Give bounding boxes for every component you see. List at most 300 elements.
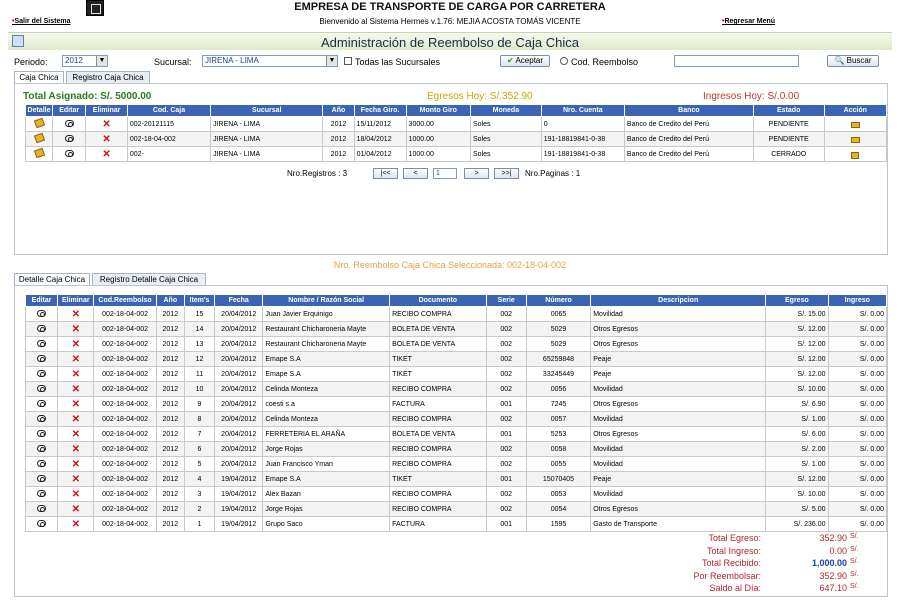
edit-icon[interactable] (65, 150, 74, 157)
delete-icon[interactable]: ✕ (71, 398, 80, 410)
edit-cell[interactable] (26, 337, 58, 352)
back-menu-label: Regresar Menú (724, 18, 776, 25)
detail-row[interactable] (26, 502, 887, 517)
caja-cell-sucursal: JIRENA - LIMA (211, 132, 323, 147)
logout-label: Salir del Sistema (14, 18, 71, 25)
edit-cell[interactable] (26, 472, 58, 487)
caja-cell-cod: 002-20121115 (127, 117, 210, 132)
filter-bar (14, 55, 894, 69)
detail-cell-item: 5 (184, 457, 214, 472)
detail-cell-cod: 002-18-04-002 (94, 322, 156, 337)
caja-cell-estado: CERRADO (753, 147, 824, 162)
delete-cell[interactable] (58, 367, 94, 382)
total-row (660, 583, 900, 595)
detail-cell-desc: Peaje (591, 352, 766, 367)
detail-col-header: Fecha (215, 295, 263, 307)
detail-cell-doc: BOLETA DE VENTA (390, 337, 487, 352)
edit-icon[interactable] (37, 340, 46, 347)
edit-cell[interactable] (26, 307, 58, 322)
detail-cell-ingreso: S/. 0.00 (828, 307, 886, 322)
egresos-hoy: Egresos Hoy: S/.352.90 (427, 91, 533, 102)
page-input[interactable] (433, 168, 457, 179)
detail-cell-item: 13 (184, 337, 214, 352)
detail-cell-doc: TIKET (390, 472, 487, 487)
edit-icon[interactable] (37, 445, 46, 452)
detail-cell-fecha: 20/04/2012 (215, 367, 263, 382)
prev-page-button[interactable]: < (403, 168, 428, 179)
delete-cell[interactable] (58, 427, 94, 442)
caja-cell-fecha: 18/04/2012 (354, 132, 406, 147)
detail-cell-egreso: S/. 15.00 (766, 307, 828, 322)
detail-icon[interactable] (33, 118, 44, 129)
total-unit: S/. (850, 533, 859, 540)
delete-cell[interactable] (58, 382, 94, 397)
selected-reembolso: Nro. Reembolso Caja Chica Seleccionada: 002-18-04-002 (333, 260, 567, 270)
detail-cell-ingreso: S/. 0.00 (828, 382, 886, 397)
delete-cell[interactable] (58, 397, 94, 412)
detail-cell-nombre: FERRETERIA EL ARAÑA (263, 427, 390, 442)
caja-cell-monto: 1000.00 (406, 147, 470, 162)
detail-cell[interactable] (26, 117, 53, 132)
detail-row[interactable] (26, 457, 887, 472)
detail-cell-fecha: 20/04/2012 (215, 307, 263, 322)
search-icon: 🔍 (834, 56, 845, 65)
detail-cell-egreso: S/. 10.00 (766, 487, 828, 502)
edit-cell[interactable] (26, 427, 58, 442)
delete-cell[interactable] (86, 147, 128, 162)
detail-cell-item: 14 (184, 322, 214, 337)
detail-cell-doc: RECIBO COMPRA (390, 382, 487, 397)
detail-cell-desc: Peaje (591, 367, 766, 382)
todas-sucursales-checkbox[interactable] (344, 57, 352, 65)
detail-tabs (14, 273, 314, 285)
detail-col-header: Eliminar (58, 295, 94, 307)
edit-icon[interactable] (65, 135, 74, 142)
edit-cell[interactable] (26, 502, 58, 517)
edit-icon[interactable] (65, 120, 74, 127)
delete-icon[interactable]: ✕ (71, 338, 80, 350)
detail-cell-cod: 002-18-04-002 (94, 352, 156, 367)
total-row (660, 558, 900, 570)
detail-cell-egreso: S/. 6.90 (766, 397, 828, 412)
detail-cell-ingreso: S/. 0.00 (828, 457, 886, 472)
delete-icon[interactable]: ✕ (102, 133, 111, 145)
detail-cell-anio: 2012 (156, 352, 184, 367)
detail-cell-serie: 002 (486, 337, 526, 352)
detail-cell-item: 12 (184, 352, 214, 367)
delete-cell[interactable] (58, 517, 94, 532)
delete-icon[interactable]: ✕ (71, 368, 80, 380)
nro-registros: Nro.Registros : 3 (287, 169, 348, 178)
detail-cell-doc: TIKET (390, 352, 487, 367)
detail-cell-cod: 002-18-04-002 (94, 502, 156, 517)
detail-cell-anio: 2012 (156, 412, 184, 427)
detail-cell-numero: 0054 (526, 502, 590, 517)
buscar-button[interactable] (827, 55, 879, 67)
logout-link[interactable] (12, 18, 70, 25)
detail-cell-desc: Otros Egresos (591, 397, 766, 412)
delete-icon[interactable]: ✕ (71, 518, 80, 530)
detail-cell-serie: 002 (486, 367, 526, 382)
detail-cell-numero: 0055 (526, 457, 590, 472)
edit-icon[interactable] (37, 430, 46, 437)
detail-cell-ingreso: S/. 0.00 (828, 397, 886, 412)
welcome-text: Bienvenido al Sistema Hermes v.1.76: MEJIA ACOSTA TOMÁS VICENTE (319, 17, 581, 26)
detail-cell-nombre: Jorge Rojas (263, 502, 390, 517)
detail-col-header: Nombre / Razón Social (263, 295, 390, 307)
detail-cell-serie: 002 (486, 487, 526, 502)
lock-open-icon[interactable] (851, 122, 860, 128)
edit-icon[interactable] (37, 370, 46, 377)
periodo-select[interactable] (62, 55, 108, 67)
edit-cell[interactable] (26, 367, 58, 382)
detail-cell-numero: 7245 (526, 397, 590, 412)
detail-row[interactable] (26, 487, 887, 502)
detail-cell-nombre: Restaurant Chicharoneria Mayte (263, 322, 390, 337)
detail-cell-cod: 002-18-04-002 (94, 487, 156, 502)
delete-cell[interactable] (86, 117, 128, 132)
detail-cell-cod: 002-18-04-002 (94, 412, 156, 427)
action-cell[interactable] (824, 117, 886, 132)
tab-registro-caja-chica[interactable]: Registro Caja Chica (66, 71, 150, 83)
check-icon: ✔ (506, 56, 514, 65)
detail-cell-doc: RECIBO COMPRA (390, 457, 487, 472)
detail-cell-ingreso: S/. 0.00 (828, 352, 886, 367)
delete-icon[interactable]: ✕ (71, 353, 80, 365)
detail-cell-cod: 002-18-04-002 (94, 382, 156, 397)
edit-cell[interactable] (53, 132, 86, 147)
total-label: Total Recibido: (701, 558, 761, 568)
edit-cell[interactable] (26, 487, 58, 502)
detail-cell-ingreso: S/. 0.00 (828, 412, 886, 427)
detail-cell-desc: Otros Egresos (591, 322, 766, 337)
detail-cell-doc: FACTURA (390, 397, 487, 412)
edit-cell[interactable] (26, 442, 58, 457)
first-page-button[interactable]: |<< (373, 168, 398, 179)
tab-registro-detalle[interactable]: Registro Detalle Caja Chica (92, 273, 206, 285)
caja-col-header: Monto Giro (406, 105, 470, 117)
edit-icon[interactable] (37, 385, 46, 392)
detail-cell-anio: 2012 (156, 367, 184, 382)
detail-cell-cod: 002-18-04-002 (94, 307, 156, 322)
detail-cell-desc: Otros Egresos (591, 427, 766, 442)
edit-icon[interactable] (37, 355, 46, 362)
caja-cell-moneda: Soles (471, 147, 542, 162)
lock-open-icon[interactable] (851, 137, 860, 143)
caja-col-header: Editar (53, 105, 86, 117)
buscar-label: Buscar (846, 56, 872, 65)
cod-reembolso-radio[interactable] (560, 57, 568, 65)
caja-cell-sucursal: JIRENA - LIMA (211, 147, 323, 162)
delete-cell[interactable] (86, 132, 128, 147)
edit-icon[interactable] (37, 475, 46, 482)
edit-icon[interactable] (37, 505, 46, 512)
cod-reembolso-label: Cod. Reembolso (571, 57, 639, 67)
detail-cell-item: 3 (184, 487, 214, 502)
detail-cell-desc: Movilidad (591, 442, 766, 457)
detail-icon[interactable] (33, 133, 44, 144)
detail-cell-egreso: S/. 2.00 (766, 442, 828, 457)
detail-cell-serie: 001 (486, 397, 526, 412)
detail-cell-anio: 2012 (156, 472, 184, 487)
detail-cell-anio: 2012 (156, 322, 184, 337)
edit-cell[interactable] (26, 457, 58, 472)
detail-cell-ingreso: S/. 0.00 (828, 427, 886, 442)
back-menu-link[interactable] (722, 18, 775, 25)
delete-icon[interactable]: ✕ (71, 458, 80, 470)
delete-icon[interactable]: ✕ (102, 118, 111, 130)
detail-cell-ingreso: S/. 0.00 (828, 337, 886, 352)
edit-cell[interactable] (26, 412, 58, 427)
detail-cell-item: 1 (184, 517, 214, 532)
detail-col-header: Ingreso (828, 295, 886, 307)
delete-cell[interactable] (58, 352, 94, 367)
edit-cell[interactable] (26, 517, 58, 532)
detail-cell-anio: 2012 (156, 397, 184, 412)
detail-cell-doc: RECIBO COMPRA (390, 502, 487, 517)
detail-row[interactable] (26, 427, 887, 442)
total-value: 0.00 (829, 545, 847, 556)
detail-cell-serie: 002 (486, 502, 526, 517)
caja-col-header: Estado (753, 105, 824, 117)
sucursal-label: Sucursal: (154, 57, 192, 67)
detail-cell-desc: Otros Egresos (591, 337, 766, 352)
edit-cell[interactable] (53, 117, 86, 132)
detail-row[interactable] (26, 307, 887, 322)
total-label: Total Egreso: (708, 533, 761, 543)
delete-icon[interactable]: ✕ (71, 503, 80, 515)
tab-detalle-caja-chica[interactable]: Detalle Caja Chica (14, 273, 90, 285)
detail-row[interactable] (26, 517, 887, 532)
detail-col-header: Cod.Reembolso (94, 295, 156, 307)
edit-cell[interactable] (26, 352, 58, 367)
detail-cell-anio: 2012 (156, 442, 184, 457)
detail-cell-egreso: S/. 12.00 (766, 367, 828, 382)
detail-row[interactable] (26, 367, 887, 382)
cod-reembolso-input[interactable] (674, 55, 799, 67)
edit-cell[interactable] (26, 322, 58, 337)
detail-cell-ingreso: S/. 0.00 (828, 502, 886, 517)
detail-cell-cod: 002-18-04-002 (94, 472, 156, 487)
caja-table-header (26, 105, 887, 117)
detail-cell[interactable] (26, 147, 53, 162)
detail-cell-numero: 33245449 (526, 367, 590, 382)
detail-cell-item: 6 (184, 442, 214, 457)
detail-cell-fecha: 19/04/2012 (215, 517, 263, 532)
caja-cell-cod: 002-18-04-002 (127, 132, 210, 147)
detail-cell-doc: TIKET (390, 367, 487, 382)
caja-cell-anio: 2012 (323, 147, 354, 162)
detail-cell-item: 8 (184, 412, 214, 427)
detail-row[interactable] (26, 337, 887, 352)
detail-cell[interactable] (26, 132, 53, 147)
detail-cell-doc: RECIBO COMPRA (390, 412, 487, 427)
edit-icon[interactable] (37, 520, 46, 527)
detail-cell-numero: 5253 (526, 427, 590, 442)
caja-col-header: Acción (824, 105, 886, 117)
detail-cell-cod: 002-18-04-002 (94, 367, 156, 382)
detail-cell-numero: 0057 (526, 412, 590, 427)
detail-cell-doc: BOLETA DE VENTA (390, 322, 487, 337)
caja-cell-banco: Banco de Credito del Perú (624, 117, 753, 132)
detail-cell-numero: 5029 (526, 337, 590, 352)
bullet-icon: • (12, 18, 15, 25)
detail-cell-numero: 0058 (526, 442, 590, 457)
caja-row[interactable] (26, 147, 887, 162)
detail-col-header: Año (156, 295, 184, 307)
edit-icon[interactable] (37, 310, 46, 317)
detail-col-header: Egreso (766, 295, 828, 307)
last-page-button[interactable]: >>| (494, 168, 519, 179)
delete-cell[interactable] (58, 412, 94, 427)
aceptar-button[interactable] (500, 55, 550, 67)
delete-cell[interactable] (58, 472, 94, 487)
detail-cell-egreso: S/. 1.00 (766, 412, 828, 427)
caja-cell-sucursal: JIRENA - LIMA (211, 117, 323, 132)
lock-icon[interactable] (851, 152, 859, 159)
detail-cell-egreso: S/. 1.00 (766, 457, 828, 472)
edit-cell[interactable] (53, 147, 86, 162)
detail-cell-ingreso: S/. 0.00 (828, 472, 886, 487)
detail-cell-item: 7 (184, 427, 214, 442)
sucursal-select[interactable] (202, 55, 338, 67)
delete-icon[interactable]: ✕ (71, 383, 80, 395)
detail-cell-egreso: S/. 5.00 (766, 502, 828, 517)
detail-cell-serie: 002 (486, 442, 526, 457)
delete-icon[interactable]: ✕ (71, 413, 80, 425)
ingresos-hoy: Ingresos Hoy: S/.0.00 (703, 91, 800, 102)
detail-cell-cod: 002-18-04-002 (94, 457, 156, 472)
delete-icon[interactable]: ✕ (71, 488, 80, 500)
detail-cell-serie: 002 (486, 382, 526, 397)
detail-cell-desc: Movilidad (591, 487, 766, 502)
detail-cell-anio: 2012 (156, 457, 184, 472)
delete-cell[interactable] (58, 322, 94, 337)
detail-row[interactable] (26, 397, 887, 412)
caja-col-header: Año (323, 105, 354, 117)
detail-cell-desc: Otros Egresos (591, 502, 766, 517)
caja-cell-cuenta: 191-18819841-0-38 (541, 132, 624, 147)
detail-cell-fecha: 19/04/2012 (215, 472, 263, 487)
detail-cell-anio: 2012 (156, 427, 184, 442)
delete-cell[interactable] (58, 337, 94, 352)
detail-cell-fecha: 19/04/2012 (215, 487, 263, 502)
edit-cell[interactable] (26, 397, 58, 412)
detail-cell-desc: Gasto de Transporte (591, 517, 766, 532)
detail-cell-doc: RECIBO COMPRA (390, 487, 487, 502)
detail-cell-nombre: Juan Javier Erquinigo (263, 307, 390, 322)
periodo-label: Periodo: (14, 57, 48, 67)
detail-cell-egreso: S/. 12.00 (766, 322, 828, 337)
delete-cell[interactable] (58, 457, 94, 472)
detail-cell-nombre: Alex Bazan (263, 487, 390, 502)
delete-icon[interactable]: ✕ (71, 428, 80, 440)
caja-cell-banco: Banco de Credito del Perú (624, 132, 753, 147)
detail-cell-fecha: 20/04/2012 (215, 427, 263, 442)
detail-cell-fecha: 20/04/2012 (215, 397, 263, 412)
delete-cell[interactable] (58, 307, 94, 322)
action-cell[interactable] (824, 132, 886, 147)
chevron-down-icon: ▼ (326, 56, 337, 66)
caja-col-header: Sucursal (211, 105, 323, 117)
detail-cell-nombre: Emape S.A (263, 472, 390, 487)
detail-cell-ingreso: S/. 0.00 (828, 442, 886, 457)
total-value: 352.90 (819, 570, 847, 581)
detail-cell-ingreso: S/. 0.00 (828, 322, 886, 337)
detail-row[interactable] (26, 412, 887, 427)
detail-cell-serie: 002 (486, 352, 526, 367)
detail-cell-desc: Movilidad (591, 382, 766, 397)
detail-cell-numero: 65259848 (526, 352, 590, 367)
edit-icon[interactable] (37, 400, 46, 407)
sucursal-value: JIRENA - LIMA (205, 56, 259, 65)
total-unit: S/. (850, 558, 859, 565)
delete-icon[interactable]: ✕ (102, 148, 111, 160)
edit-cell[interactable] (26, 382, 58, 397)
total-row (660, 571, 900, 583)
tab-caja-chica[interactable]: Caja Chica (14, 71, 64, 83)
caja-col-header: Fecha Giro. (354, 105, 406, 117)
detail-icon[interactable] (33, 148, 44, 159)
detail-cell-item: 15 (184, 307, 214, 322)
action-cell[interactable] (824, 147, 886, 162)
caja-cell-fecha: 01/04/2012 (354, 147, 406, 162)
delete-cell[interactable] (58, 487, 94, 502)
delete-icon[interactable]: ✕ (71, 443, 80, 455)
detail-cell-fecha: 20/04/2012 (215, 412, 263, 427)
detail-cell-desc: Movilidad (591, 412, 766, 427)
detail-cell-anio: 2012 (156, 382, 184, 397)
detail-col-header: Item's (184, 295, 214, 307)
edit-icon[interactable] (37, 325, 46, 332)
detail-row[interactable] (26, 382, 887, 397)
bullet-icon: • (722, 18, 725, 25)
total-value: 352.90 (819, 533, 847, 543)
page-header (8, 32, 892, 50)
detail-cell-nombre: coesti s.a (263, 397, 390, 412)
delete-icon[interactable]: ✕ (71, 473, 80, 485)
detail-cell-doc: FACTURA (390, 517, 487, 532)
detail-cell-numero: 0056 (526, 382, 590, 397)
detail-cell-egreso: S/. 12.00 (766, 337, 828, 352)
detail-row[interactable] (26, 442, 887, 457)
detail-row[interactable] (26, 322, 887, 337)
detail-row[interactable] (26, 352, 887, 367)
detail-cell-nombre: Celinda Monteza (263, 412, 390, 427)
caja-row[interactable] (26, 117, 887, 132)
detail-cell-doc: BOLETA DE VENTA (390, 427, 487, 442)
caja-panel (14, 83, 888, 255)
delete-cell[interactable] (58, 442, 94, 457)
total-asignado: Total Asignado: S/. 5000.00 (23, 91, 152, 102)
detail-cell-serie: 002 (486, 412, 526, 427)
edit-icon[interactable] (37, 460, 46, 467)
top-bar (0, 0, 900, 32)
caja-row[interactable] (26, 132, 887, 147)
edit-icon[interactable] (37, 490, 46, 497)
edit-icon[interactable] (37, 415, 46, 422)
delete-icon[interactable]: ✕ (71, 308, 80, 320)
detail-cell-desc: Peaje (591, 472, 766, 487)
delete-cell[interactable] (58, 502, 94, 517)
caja-cell-moneda: Soles (471, 117, 542, 132)
delete-icon[interactable]: ✕ (71, 323, 80, 335)
detail-cell-numero: 0053 (526, 487, 590, 502)
detail-cell-nombre: Celinda Monteza (263, 382, 390, 397)
next-page-button[interactable]: > (464, 168, 489, 179)
detail-row[interactable] (26, 472, 887, 487)
total-unit: S/. (850, 570, 859, 578)
